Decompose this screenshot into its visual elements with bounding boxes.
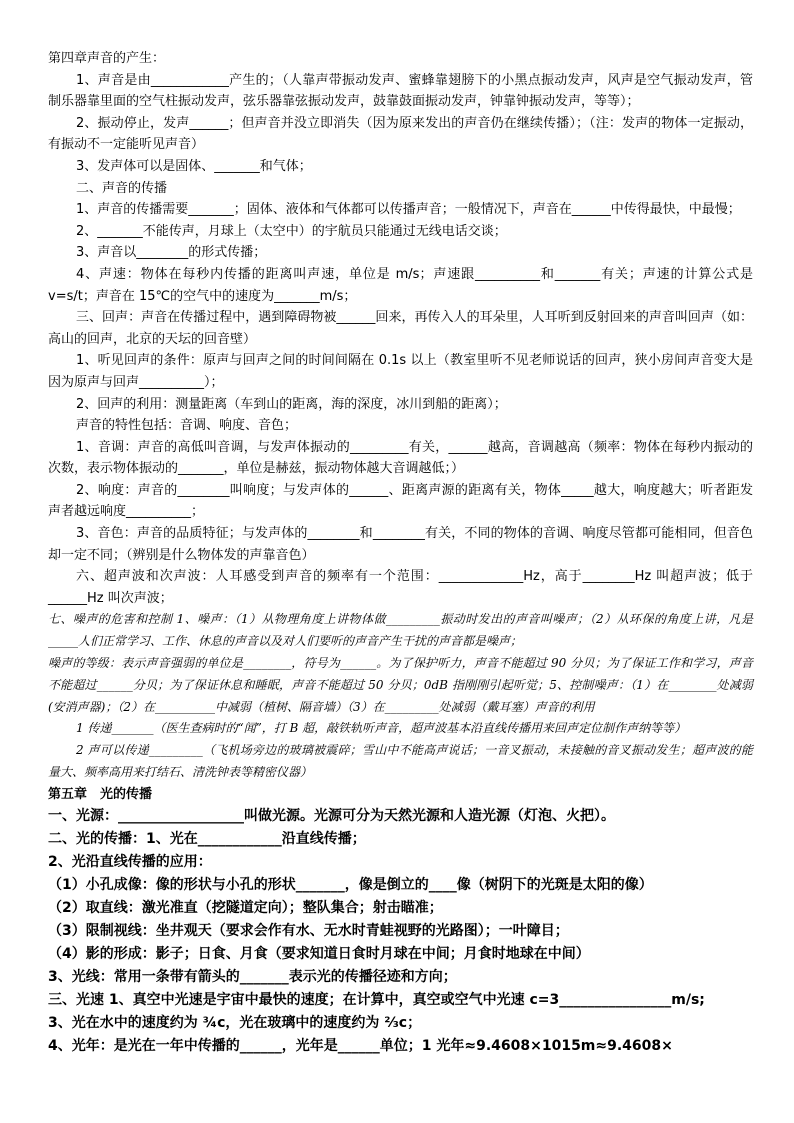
pitch-item: 1、音调：声音的高低叫音调，与发声体振动的_________有关，______越高，音调越高（频率：物体在每秒内振动的次数，表示物体振动的_______，单位是赫兹，振动物体越大音调越低；） — [48, 439, 753, 477]
sound-use-1: 1 传递_______（医生查病时的“闻”，打 B 超，敲铁轨听声音，超声波基本沿直线传播用来回声定位制作声纳等等） — [76, 721, 687, 736]
sound-use-2: 2 声可以传递_________（飞机场旁边的玻璃被震碎；雪山中不能高声说话；一音叉振动，未接触的音叉振动发生；超声波的能量大、频率高用来打结石、清洗钟表等精密仪器） — [48, 743, 753, 780]
sound-origin-item-3: 3、发声体可以是固体、_______和气体； — [76, 158, 312, 174]
document-page — [48, 48, 753, 1058]
straight-line-applications: 2、光沿直线传播的应用： — [48, 854, 212, 871]
chapter5-title: 第五章 光的传播 — [48, 786, 153, 802]
loudness-item: 2、响度：声音的________叫响度；与发声体的______、距离声源的距离有关，物体_____越大，响度越大；听者距发声者越远响度__________； — [48, 482, 753, 520]
echo-item-1: 1、听见回声的条件：原声与回声之间的时间间隔在 0.1s 以上（教室里听不见老师说话的回声，狭小房间声音变大是因为原声与回声__________）； — [48, 353, 753, 390]
sound-origin-item-2: 2、振动停止，发声______；但声音并没立即消失（因为原来发出的声音仍在继续传播）；（注：发声的物体一定振动，有振动不一定能听见声音） — [48, 115, 753, 153]
limited-vision: （3）限制视线：坐井观天（要求会作有水、无水时青蛙视野的光路图）；一叶障目； — [48, 923, 569, 940]
speed-of-light: 三、光速 1、真空中光速是宇宙中最快的速度；在计算中，真空或空气中光速 c=3________________m/s; — [48, 992, 705, 1009]
noise-level: 噪声的等级：表示声音强弱的单位是________，符号为______。为了保护听力，声音不能超过 90 分贝；为了保证工作和学习，声音不能超过______分贝；为了保证休息和睡眠，声音不能超过 50 分贝；0dB 指刚刚引起听觉；5、控制噪声：（1）在________处减弱(安消声器)；（2）在__________中减弱（植树、隔音墙）（3）在_________处减弱（戴耳塞）声音的利用 — [48, 656, 753, 714]
chapter4-title: 第四章声音的产生： — [48, 51, 166, 66]
noise-hazard: 七、噪声的危害和控制 1、噪声：（1）从物理角度上讲物体做_________振动时发出的声音叫噪声；（2）从环保的角度上讲，凡是_____人们正常学习、工作、休息的声音以及对人们要听的声音产生干扰的声音都是噪声； — [48, 612, 753, 649]
ultrasonic-infrasonic: 六、超声波和次声波：人耳感受到声音的频率有一个范围：_____________Hz，高于________Hz 叫超声波；低于______Hz 叫次声波； — [48, 569, 753, 606]
sound-origin-item-1: 1、声音是由____________产生的；（人靠声带振动发声、蜜蜂靠翅膀下的小黑点振动发声，风声是空气振动发声，管制乐器靠里面的空气柱振动发声，弦乐器靠弦振动发声，鼓靠鼓面振动发声，钟靠钟振动发声，等等）； — [48, 72, 753, 110]
light-source: 一、光源：__________________叫做光源。光源可分为天然光源和人造光源（灯泡、火把）。 — [48, 808, 615, 825]
straight-line-alignment: （2）取直线：激光准直（挖隧道定向）；整队集合；射击瞄准； — [48, 900, 443, 917]
propagation-item-1: 1、声音的传播需要_______；固体、液体和气体都可以传播声音；一般情况下，声音在______中传得最快，中最慢； — [76, 202, 741, 218]
light-speed-media: 3、光在水中的速度约为 ¾c，光在玻璃中的速度约为 ⅔c； — [48, 1015, 422, 1032]
light-ray: 3、光线：常用一条带有箭头的_______表示光的传播径迹和方向； — [48, 969, 457, 986]
propagation-item-4: 4、声速：物体在每秒内传播的距离叫声速，单位是 m/s；声速跟__________和_______有关；声速的计算公式是 v=s/t；声音在 15℃的空气中的速度为_______m/s； — [48, 266, 753, 304]
light-propagation: 二、光的传播：1、光在____________沿直线传播； — [48, 831, 366, 848]
light-year: 4、光年：是光在一年中传播的______，光年是______单位；1 光年≈9.4608×1015m≈9.4608× — [48, 1038, 673, 1055]
propagation-item-2: 2、_______不能传声，月球上（太空中）的宇航员只能通过无线电话交谈； — [76, 223, 507, 239]
echo-item-2: 2、回声的利用：测量距离（车到山的距离，海的深度，冰川到船的距离）； — [76, 396, 507, 412]
propagation-item-3: 3、声音以________的形式传播； — [76, 245, 267, 261]
section-sound-propagation: 二、声音的传播 — [76, 180, 168, 196]
timbre-item: 3、音色：声音的品质特征；与发声体的________和________有关，不同的物体的音调、响度尽管都可能相同，但音色却一定不同；（辨别是什么物体发的声靠音色） — [48, 526, 753, 563]
sound-characteristics: 声音的特性包括：音调、响度、音色； — [76, 418, 298, 434]
shadow-formation: （4）影的形成：影子；日食、月食（要求知道日食时月球在中间；月食时地球在中间） — [48, 946, 590, 963]
pinhole-imaging: （1）小孔成像：像的形状与小孔的形状_______，像是倒立的____像（树阴下的光斑是太阳的像） — [48, 877, 653, 894]
section-echo: 三、回声：声音在传播过程中，遇到障碍物被______回来，再传入人的耳朵里，人耳听到反射回来的声音叫回声（如：高山的回声，北京的天坛的回音壁） — [48, 310, 753, 347]
